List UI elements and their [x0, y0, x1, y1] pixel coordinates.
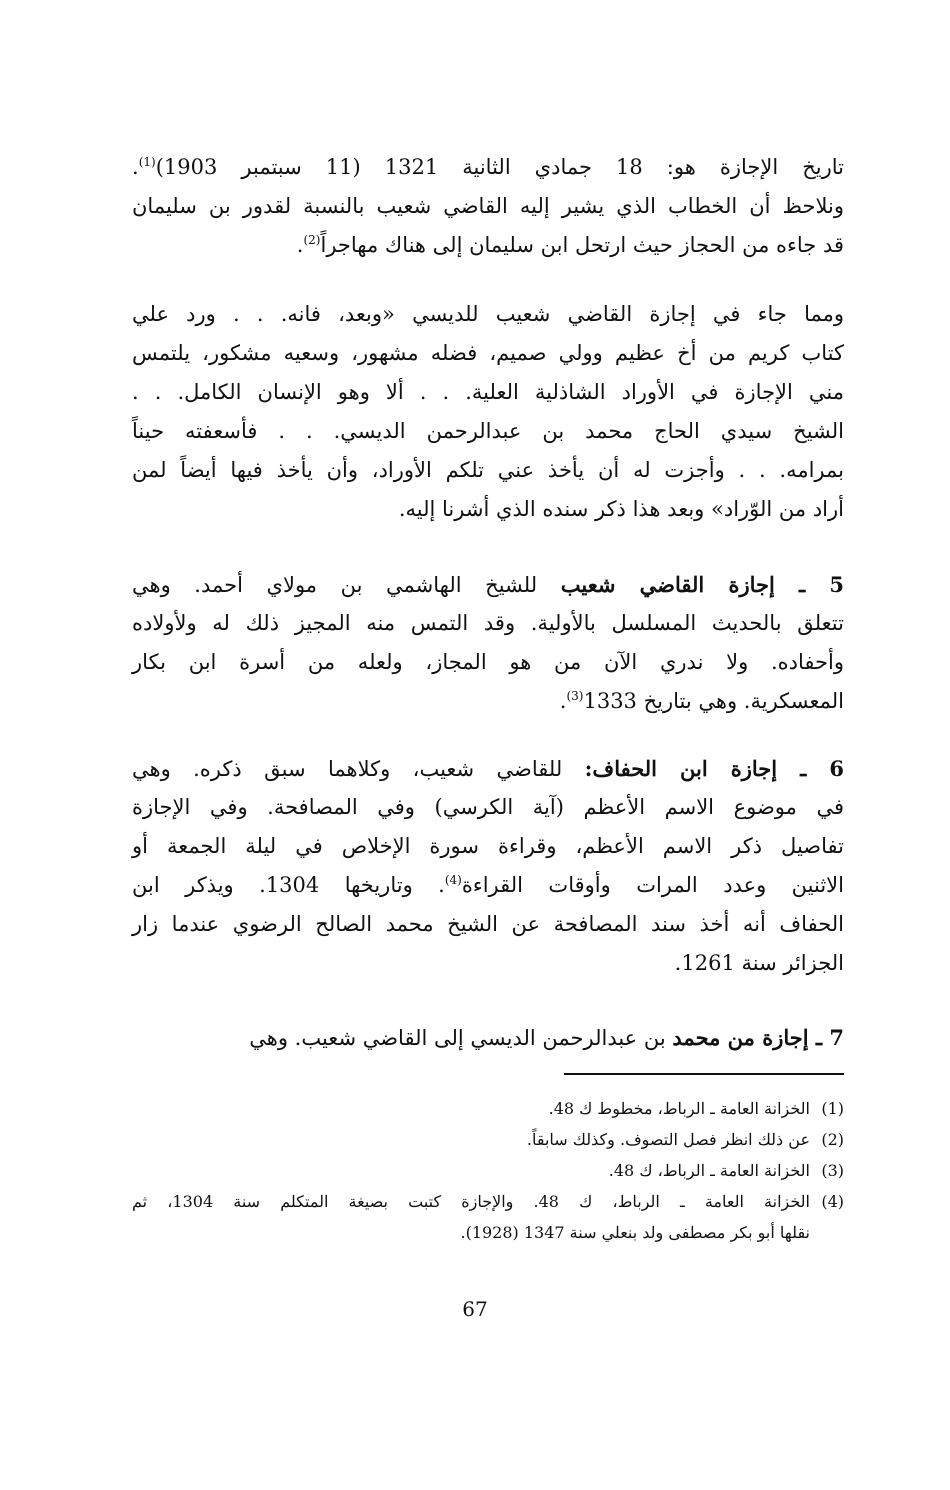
- text-line: [132, 373, 844, 412]
- text-run: مني الإجازة في الأوراد الشاذلية العلية. . . ألا وهو الإنسان الكامل. . .: [132, 380, 844, 404]
- footnote-ref: (3): [566, 689, 584, 703]
- paragraph: [132, 148, 844, 265]
- footnote-ref: (4): [444, 873, 462, 887]
- section-heading: 7 ـ إجازة من محمد: [672, 1025, 844, 1050]
- text-run: الشيخ سيدي الحاج محمد بن عبدالرحمن الديسي. . . فأسعفته حيناً: [132, 419, 844, 443]
- footnote: [132, 1124, 844, 1155]
- text-line: [132, 643, 844, 682]
- page-number: 67: [462, 1297, 488, 1321]
- text-run: في موضوع الاسم الأعظم (آية الكرسي) وفي المصافحة. وفي الإجازة: [132, 795, 844, 819]
- text-line: [132, 788, 844, 827]
- paragraph: [132, 295, 844, 529]
- footnote-line: نقلها أبو بكر مصطفى ولد بنعلي سنة 1347 (1928).: [460, 1223, 810, 1242]
- text-line: [132, 944, 844, 983]
- text-run: أراد من الوّراد» وبعد هذا ذكر سنده الذي أشرنا إليه.: [398, 497, 844, 521]
- paragraph: [132, 1018, 844, 1057]
- text-line: [132, 682, 844, 721]
- footnote-number: (3): [821, 1161, 844, 1180]
- paragraph: [132, 565, 844, 721]
- text-run: . وتاريخها 1304. ويذكر ابن: [132, 873, 445, 897]
- text-line: [132, 565, 844, 604]
- text-run: كتاب كريم من أخ عظيم وولي صميم، فضله مشهور، وسعيه مشكور، يلتمس: [132, 341, 844, 365]
- paragraph: [132, 749, 844, 983]
- footnote-text: [132, 1124, 810, 1155]
- footnote-line: الخزانة العامة ـ الرباط، ك 48.: [608, 1161, 810, 1180]
- text-run: المعسكرية. وهي بتاريخ 1333: [583, 689, 844, 713]
- text-run: وأحفاده. ولا ندري الآن من هو المجاز، ولعله من أسرة ابن بكار: [132, 650, 844, 674]
- footnote-ref: (1): [138, 155, 156, 169]
- text-run: للشيخ الهاشمي بن مولاي أحمد. وهي: [132, 573, 561, 597]
- text-run: .: [559, 689, 567, 713]
- text-run: الجزائر سنة 1261.: [674, 951, 844, 975]
- footnote-text: [132, 1186, 810, 1248]
- footnote-number: (2): [821, 1130, 844, 1149]
- text-run: تاريخ الإجازة هو: 18 جمادي الثانية 1321 (11 سبتمبر 1903): [155, 155, 844, 179]
- text-run: ومما جاء في إجازة القاضي شعيب للديسي «وبعد، فانه. . . ورد علي: [132, 302, 844, 326]
- text-run: .: [296, 233, 304, 257]
- footnote-number: (4): [821, 1192, 844, 1211]
- text-line: [132, 905, 844, 944]
- footnote-number: (1): [821, 1099, 844, 1118]
- text-run: بمرامه. . . وأجزت له أن يأخذ عني تلكم الأوراد، وأن يأخذ فيها أيضاً لمن: [132, 458, 844, 482]
- text-line: [132, 451, 844, 490]
- text-line: [132, 187, 844, 226]
- footnotes: [132, 1093, 844, 1248]
- text-line: [132, 866, 844, 905]
- footnote: [132, 1155, 844, 1186]
- section-heading: 6 ـ إجازة ابن الحفاف:: [584, 756, 844, 781]
- text-run: تفاصيل ذكر الاسم الأعظم، وقراءة سورة الإخلاص في ليلة الجمعة أو: [132, 834, 844, 858]
- text-line: [132, 1018, 844, 1057]
- section-heading: 5 ـ إجازة القاضي شعيب: [560, 572, 845, 597]
- text-line: [132, 490, 844, 529]
- footnote: [132, 1093, 844, 1124]
- footnote-separator: [564, 1073, 844, 1075]
- footnote-line: الخزانة العامة ـ الرباط، مخطوط ك 48.: [548, 1099, 810, 1118]
- footnote-line: الخزانة العامة ـ الرباط، ك 48. والإجازة كتبت بصيغة المتكلم سنة 1304، ثم: [132, 1192, 810, 1211]
- text-run: .: [132, 155, 139, 179]
- text-run: ونلاحظ أن الخطاب الذي يشير إليه القاضي شعيب بالنسبة لقدور بن سليمان: [132, 194, 844, 218]
- text-run: الاثنين وعدد المرات وأوقات القراءة: [461, 873, 844, 897]
- text-line: [132, 226, 844, 265]
- footnote: [132, 1186, 844, 1248]
- text-run: الحفاف أنه أخذ سند المصافحة عن الشيخ محمد الصالح الرضوي عندما زار: [132, 912, 844, 936]
- text-line: [132, 827, 844, 866]
- text-line: [132, 412, 844, 451]
- text-line: [132, 148, 844, 187]
- text-line: [132, 295, 844, 334]
- text-line: [132, 334, 844, 373]
- footnote-ref: (2): [303, 233, 321, 247]
- text-run: للقاضي شعيب، وكلاهما سبق ذكره. وهي: [132, 757, 585, 781]
- footnote-text: [132, 1093, 810, 1124]
- footnote-line: عن ذلك انظر فصل التصوف. وكذلك سابقاً.: [526, 1130, 810, 1149]
- text-run: قد جاءه من الحجاز حيث ارتحل ابن سليمان إلى هناك مهاجراً: [320, 233, 844, 257]
- text-run: تتعلق بالحديث المسلسل بالأولية. وقد التمس منه المجيز ذلك له ولأولاده: [132, 611, 844, 635]
- text-line: [132, 604, 844, 643]
- footnote-text: [132, 1155, 810, 1186]
- text-run: بن عبدالرحمن الديسي إلى القاضي شعيب. وهي: [249, 1026, 673, 1050]
- text-line: [132, 749, 844, 788]
